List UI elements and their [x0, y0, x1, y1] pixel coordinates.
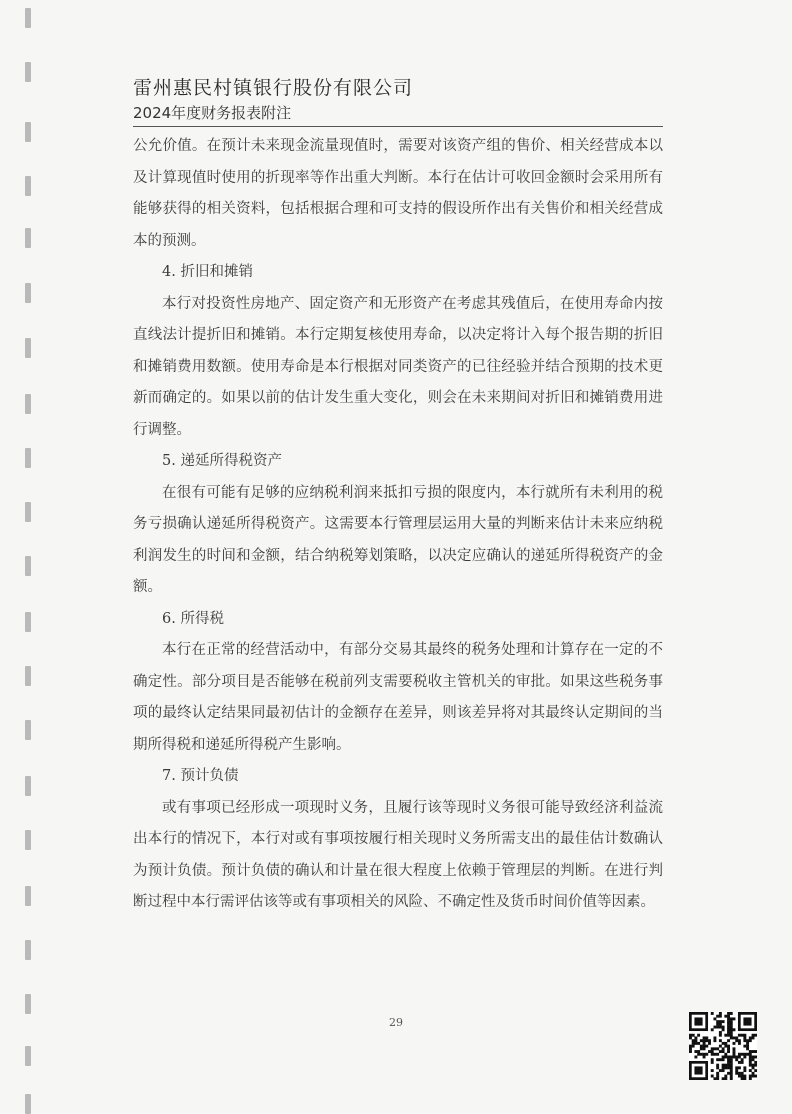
paragraph: 公允价值。在预计未来现金流量现值时，需要对该资产组的售价、相关经营成本以及计算现值时使用的折现率等作出重大判断。本行在估计可收回金额时会采用所有能够获得的相关资料，包括根据合理和可支持的假设所作出有关售价和相关经营成本的预测。 — [133, 138, 663, 249]
binding-mark — [25, 448, 31, 468]
page-number: 29 — [389, 1016, 403, 1029]
binding-mark — [25, 720, 31, 740]
binding-mark — [25, 940, 31, 960]
binding-mark — [25, 122, 31, 142]
binding-mark — [25, 283, 31, 303]
paragraph: 或有事项已经形成一项现时义务，且履行该等现时义务很可能导致经济利益流出本行的情况下，本行对或有事项按履行相关现时义务所需支出的最佳估计数确认为预计负债。预计负债的确认和计量在很大程度上依赖于管理层的判断。在进行判断过程中本行需评估该等或有事项相关的风险、不确定性及货币时间价值等因素。 — [133, 799, 663, 910]
binding-mark — [25, 338, 31, 358]
binding-mark — [25, 176, 31, 196]
binding-mark — [25, 556, 31, 576]
binding-mark — [25, 830, 31, 850]
binding-mark — [25, 228, 31, 248]
notes-body — [133, 131, 663, 919]
binding-mark — [25, 1046, 31, 1066]
binding-mark — [25, 666, 31, 686]
binding-mark — [25, 8, 31, 28]
section-heading: 6. 所得税 — [162, 610, 224, 627]
section-heading: 7. 预计负债 — [162, 768, 239, 784]
binding-mark — [25, 502, 31, 522]
report-subtitle: 2024年度财务报表附注 — [133, 104, 292, 122]
binding-mark — [25, 776, 31, 796]
header-rule — [133, 126, 663, 127]
document-page — [133, 76, 663, 919]
binding-mark — [25, 394, 31, 414]
binding-mark — [25, 994, 31, 1014]
qr-code-icon — [689, 1012, 757, 1080]
section-heading: 4. 折旧和摊销 — [162, 264, 253, 280]
binding-mark — [25, 1094, 31, 1114]
paragraph: 本行在正常的经营活动中，有部分交易其最终的税务处理和计算存在一定的不确定性。部分项目是否能够在税前列支需要税收主管机关的审批。如果这些税务事项的最终认定结果同最初估计的金额存在差异，则该差异将对其最终认定期间的当期所得税和递延所得税产生影响。 — [133, 642, 663, 753]
binding-mark — [25, 886, 31, 906]
company-name: 雷州惠民村镇银行股份有限公司 — [133, 77, 414, 99]
section-heading: 5. 递延所得税资产 — [162, 453, 282, 469]
paragraph: 本行对投资性房地产、固定资产和无形资产在考虑其残值后，在使用寿命内按直线法计提折旧和摊销。本行定期复核使用寿命，以决定将计入每个报告期的折旧和摊销费用数额。使用寿命是本行根据对同类资产的已往经验并结合预期的技术更新而确定的。如果以前的估计发生重大变化，则会在未来期间对折旧和摊销费用进行调整。 — [133, 295, 663, 438]
paragraph: 在很有可能有足够的应纳税利润来抵扣亏损的限度内，本行就所有未利用的税务亏损确认递延所得税资产。这需要本行管理层运用大量的判断来估计未来应纳税利润发生的时间和金额，结合纳税筹划策略，以决定应确认的递延所得税资产的金额。 — [133, 484, 663, 595]
binding-mark — [25, 612, 31, 632]
binding-mark — [25, 62, 31, 82]
